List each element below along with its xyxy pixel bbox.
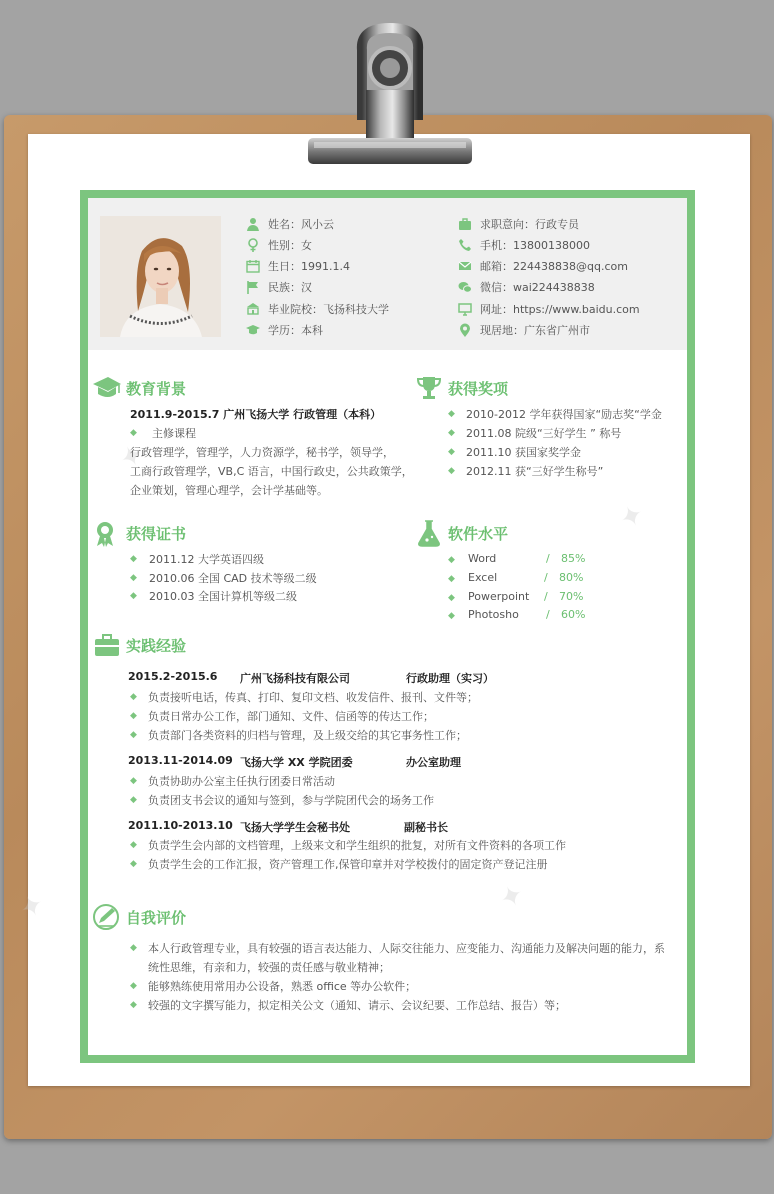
certificates-title bbox=[92, 518, 186, 548]
flag-icon bbox=[246, 280, 260, 294]
software-sep: / bbox=[544, 571, 548, 584]
watermark: ✦ bbox=[614, 496, 650, 537]
info-value: 1991.1.4 bbox=[301, 259, 350, 273]
info-label: 姓名 ： bbox=[268, 216, 301, 232]
job-period: 2011.10-2013.10 bbox=[128, 819, 233, 832]
education-title bbox=[92, 373, 186, 403]
briefcase-icon bbox=[92, 630, 122, 660]
person-icon bbox=[246, 217, 260, 231]
software-level: 80% bbox=[559, 571, 584, 584]
bullet-diamond-icon: ◆ bbox=[130, 591, 137, 601]
info-ethnicity bbox=[246, 278, 312, 296]
award-badge-icon bbox=[92, 518, 122, 548]
education-line: 行政管理学，管理学，人力资源学，秘书学，领导学， bbox=[130, 446, 394, 459]
job-role: 行政助理（实习） bbox=[406, 672, 494, 685]
binder-clip-icon bbox=[300, 20, 480, 180]
practice-title-text: 实践经验 bbox=[126, 636, 187, 655]
job-duty: 负责部门各类资料的归档与管理，及上级交给的其它事务性工作； bbox=[148, 729, 467, 742]
bullet-diamond-icon: ◆ bbox=[130, 573, 137, 583]
education-line: 工商行政管理学，VB,C 语言，中国行政史，公共政策学， bbox=[130, 465, 413, 478]
bullet-diamond-icon: ◆ bbox=[130, 428, 137, 438]
software-title bbox=[414, 518, 508, 548]
info-label: 学历 ： bbox=[268, 322, 301, 338]
trophy-icon bbox=[414, 373, 444, 403]
bullet-diamond-icon: ◆ bbox=[130, 776, 137, 786]
software-level: 85% bbox=[561, 552, 586, 565]
info-value: 13800138000 bbox=[513, 238, 590, 252]
info-birthday bbox=[246, 257, 350, 275]
bullet-diamond-icon: ◆ bbox=[130, 711, 137, 721]
info-school bbox=[246, 300, 389, 318]
certificate-item: 2010.03 全国计算机等级二级 bbox=[149, 590, 297, 603]
software-level: 70% bbox=[559, 590, 584, 603]
resume-content bbox=[88, 198, 687, 1055]
software-name: Photosho bbox=[468, 608, 519, 621]
self-eval-line: 较强的文字撰写能力，拟定相关公文（通知、请示、会议纪要、工作总结、报告）等； bbox=[148, 999, 566, 1012]
info-name bbox=[246, 215, 334, 233]
monitor-icon bbox=[458, 302, 472, 316]
software-sep: / bbox=[546, 608, 550, 621]
job-period: 2015.2-2015.6 bbox=[128, 670, 218, 683]
info-value: 飞扬科技大学 bbox=[323, 303, 389, 316]
software-sep: / bbox=[546, 552, 550, 565]
info-label: 现居地 ： bbox=[480, 322, 524, 338]
job-duty: 负责协助办公室主任执行团委日常活动 bbox=[148, 775, 335, 788]
award-item: 2011.08 院级“三好学生 ” 称号 bbox=[466, 427, 622, 440]
info-objective bbox=[458, 215, 579, 233]
info-label: 手机 ： bbox=[480, 237, 513, 253]
profile-photo bbox=[100, 216, 221, 337]
info-website bbox=[458, 300, 640, 318]
bullet-diamond-icon: ◆ bbox=[448, 574, 455, 584]
job-period: 2013.11-2014.09 bbox=[128, 754, 233, 767]
bullet-diamond-icon: ◆ bbox=[448, 409, 455, 419]
info-value: 224438838@qq.com bbox=[513, 259, 628, 273]
location-icon bbox=[458, 323, 472, 337]
job-duty: 负责学生会内部的文档管理，上级来文和学生组织的批复，对所有文件资料的各项工作 bbox=[148, 839, 566, 852]
software-title-text: 软件水平 bbox=[448, 524, 509, 543]
info-label: 微信 ： bbox=[480, 279, 513, 295]
info-label: 毕业院校 ： bbox=[268, 301, 323, 317]
certificate-item: 2011.12 大学英语四级 bbox=[149, 553, 264, 566]
awards-title-text: 获得奖项 bbox=[448, 379, 509, 398]
certificates-title-text: 获得证书 bbox=[126, 524, 187, 543]
bullet-diamond-icon: ◆ bbox=[130, 943, 137, 953]
graduation-cap-icon bbox=[92, 373, 122, 403]
info-wechat bbox=[458, 278, 595, 296]
self-eval-line: 本人行政管理专业，具有较强的语言表达能力、人际交往能力、应变能力、沟通能力及解决问题的能力，系 bbox=[148, 942, 665, 955]
education-title-text: 教育背景 bbox=[126, 379, 187, 398]
bullet-diamond-icon: ◆ bbox=[448, 611, 455, 621]
graduation-cap-icon bbox=[246, 323, 260, 337]
info-label: 邮箱 ： bbox=[480, 258, 513, 274]
software-name: Powerpoint bbox=[468, 590, 530, 603]
bullet-diamond-icon: ◆ bbox=[448, 428, 455, 438]
job-duty: 负责接听电话，传真、打印、复印文档、收发信件、报刊、文件等； bbox=[148, 691, 478, 704]
bullet-diamond-icon: ◆ bbox=[448, 593, 455, 603]
bullet-diamond-icon: ◆ bbox=[130, 554, 137, 564]
info-gender bbox=[246, 236, 312, 254]
flask-icon bbox=[414, 518, 444, 548]
job-role: 办公室助理 bbox=[406, 756, 461, 769]
self-eval-line: 能够熟练使用常用办公设备，熟悉 office 等办公软件； bbox=[148, 980, 417, 993]
info-degree bbox=[246, 321, 323, 339]
info-label: 民族 ： bbox=[268, 279, 301, 295]
info-label: 生日 ： bbox=[268, 258, 301, 274]
bullet-diamond-icon: ◆ bbox=[448, 555, 455, 565]
info-value: 本科 bbox=[301, 324, 323, 337]
education-line: 企业策划，管理心理学，会计学基础等。 bbox=[130, 484, 328, 497]
job-org: 飞扬大学学生会秘书处 bbox=[240, 821, 350, 834]
awards-title bbox=[414, 373, 508, 403]
briefcase-icon bbox=[458, 217, 472, 231]
info-value: 风小云 bbox=[301, 218, 334, 231]
phone-icon bbox=[458, 238, 472, 252]
software-sep: / bbox=[544, 590, 548, 603]
bullet-diamond-icon: ◆ bbox=[130, 1000, 137, 1010]
info-phone bbox=[458, 236, 590, 254]
info-label: 求职意向 ： bbox=[480, 216, 535, 232]
job-duty: 负责学生会的工作汇报，资产管理工作,保管印章并对学校拨付的固定资产登记注册 bbox=[148, 858, 548, 871]
self-eval-title bbox=[92, 902, 186, 932]
calendar-icon bbox=[246, 259, 260, 273]
software-name: Excel bbox=[468, 571, 498, 584]
school-icon bbox=[246, 302, 260, 316]
wechat-icon bbox=[458, 280, 472, 294]
bullet-diamond-icon: ◆ bbox=[448, 466, 455, 476]
job-duty: 负责日常办公工作，部门通知、文件、信函等的传达工作； bbox=[148, 710, 434, 723]
award-item: 2011.10 获国家奖学金 bbox=[466, 446, 581, 459]
bullet-diamond-icon: ◆ bbox=[130, 692, 137, 702]
self-eval-line: 统性思维，有亲和力，较强的责任感与敬业精神； bbox=[148, 961, 390, 974]
education-heading: 2011.9-2015.7 广州飞扬大学 行政管理（本科） bbox=[130, 408, 382, 421]
gender-icon bbox=[246, 238, 260, 252]
profile-band bbox=[88, 198, 687, 350]
info-value: https://www.baidu.com bbox=[513, 302, 640, 316]
watermark: ✦ bbox=[114, 436, 150, 477]
watermark: ✦ bbox=[494, 876, 530, 917]
info-location bbox=[458, 321, 590, 339]
education-course-label: 主修课程 bbox=[152, 427, 196, 440]
mail-icon bbox=[458, 259, 472, 273]
software-level: 60% bbox=[561, 608, 586, 621]
certificate-item: 2010.06 全国 CAD 技术等级二级 bbox=[149, 572, 317, 585]
award-item: 2010-2012 学年获得国家“励志奖“学金 bbox=[466, 408, 662, 421]
bullet-diamond-icon: ◆ bbox=[130, 730, 137, 740]
award-item: 2012.11 获“三好学生称号” bbox=[466, 465, 604, 478]
self-eval-title-text: 自我评价 bbox=[126, 908, 187, 927]
job-role: 副秘书长 bbox=[404, 821, 448, 834]
info-value: wai224438838 bbox=[513, 280, 595, 294]
job-org: 广州飞扬科技有限公司 bbox=[240, 672, 350, 685]
info-email bbox=[458, 257, 628, 275]
practice-title bbox=[92, 630, 186, 660]
info-value: 汉 bbox=[301, 281, 312, 294]
info-label: 网址 ： bbox=[480, 301, 513, 317]
info-value: 女 bbox=[301, 239, 312, 252]
job-org: 飞扬大学 XX 学院团委 bbox=[240, 756, 353, 769]
bullet-diamond-icon: ◆ bbox=[130, 840, 137, 850]
info-label: 性别 ： bbox=[268, 237, 301, 253]
watermark: ✦ bbox=[14, 886, 50, 927]
bullet-diamond-icon: ◆ bbox=[130, 981, 137, 991]
bullet-diamond-icon: ◆ bbox=[130, 859, 137, 869]
bullet-diamond-icon: ◆ bbox=[448, 447, 455, 457]
pencil-note-icon bbox=[92, 902, 122, 932]
info-value: 行政专员 bbox=[535, 218, 579, 231]
software-name: Word bbox=[468, 552, 497, 565]
bullet-diamond-icon: ◆ bbox=[130, 795, 137, 805]
job-duty: 负责团支书会议的通知与签到，参与学院团代会的场务工作 bbox=[148, 794, 434, 807]
info-value: 广东省广州市 bbox=[524, 324, 590, 337]
